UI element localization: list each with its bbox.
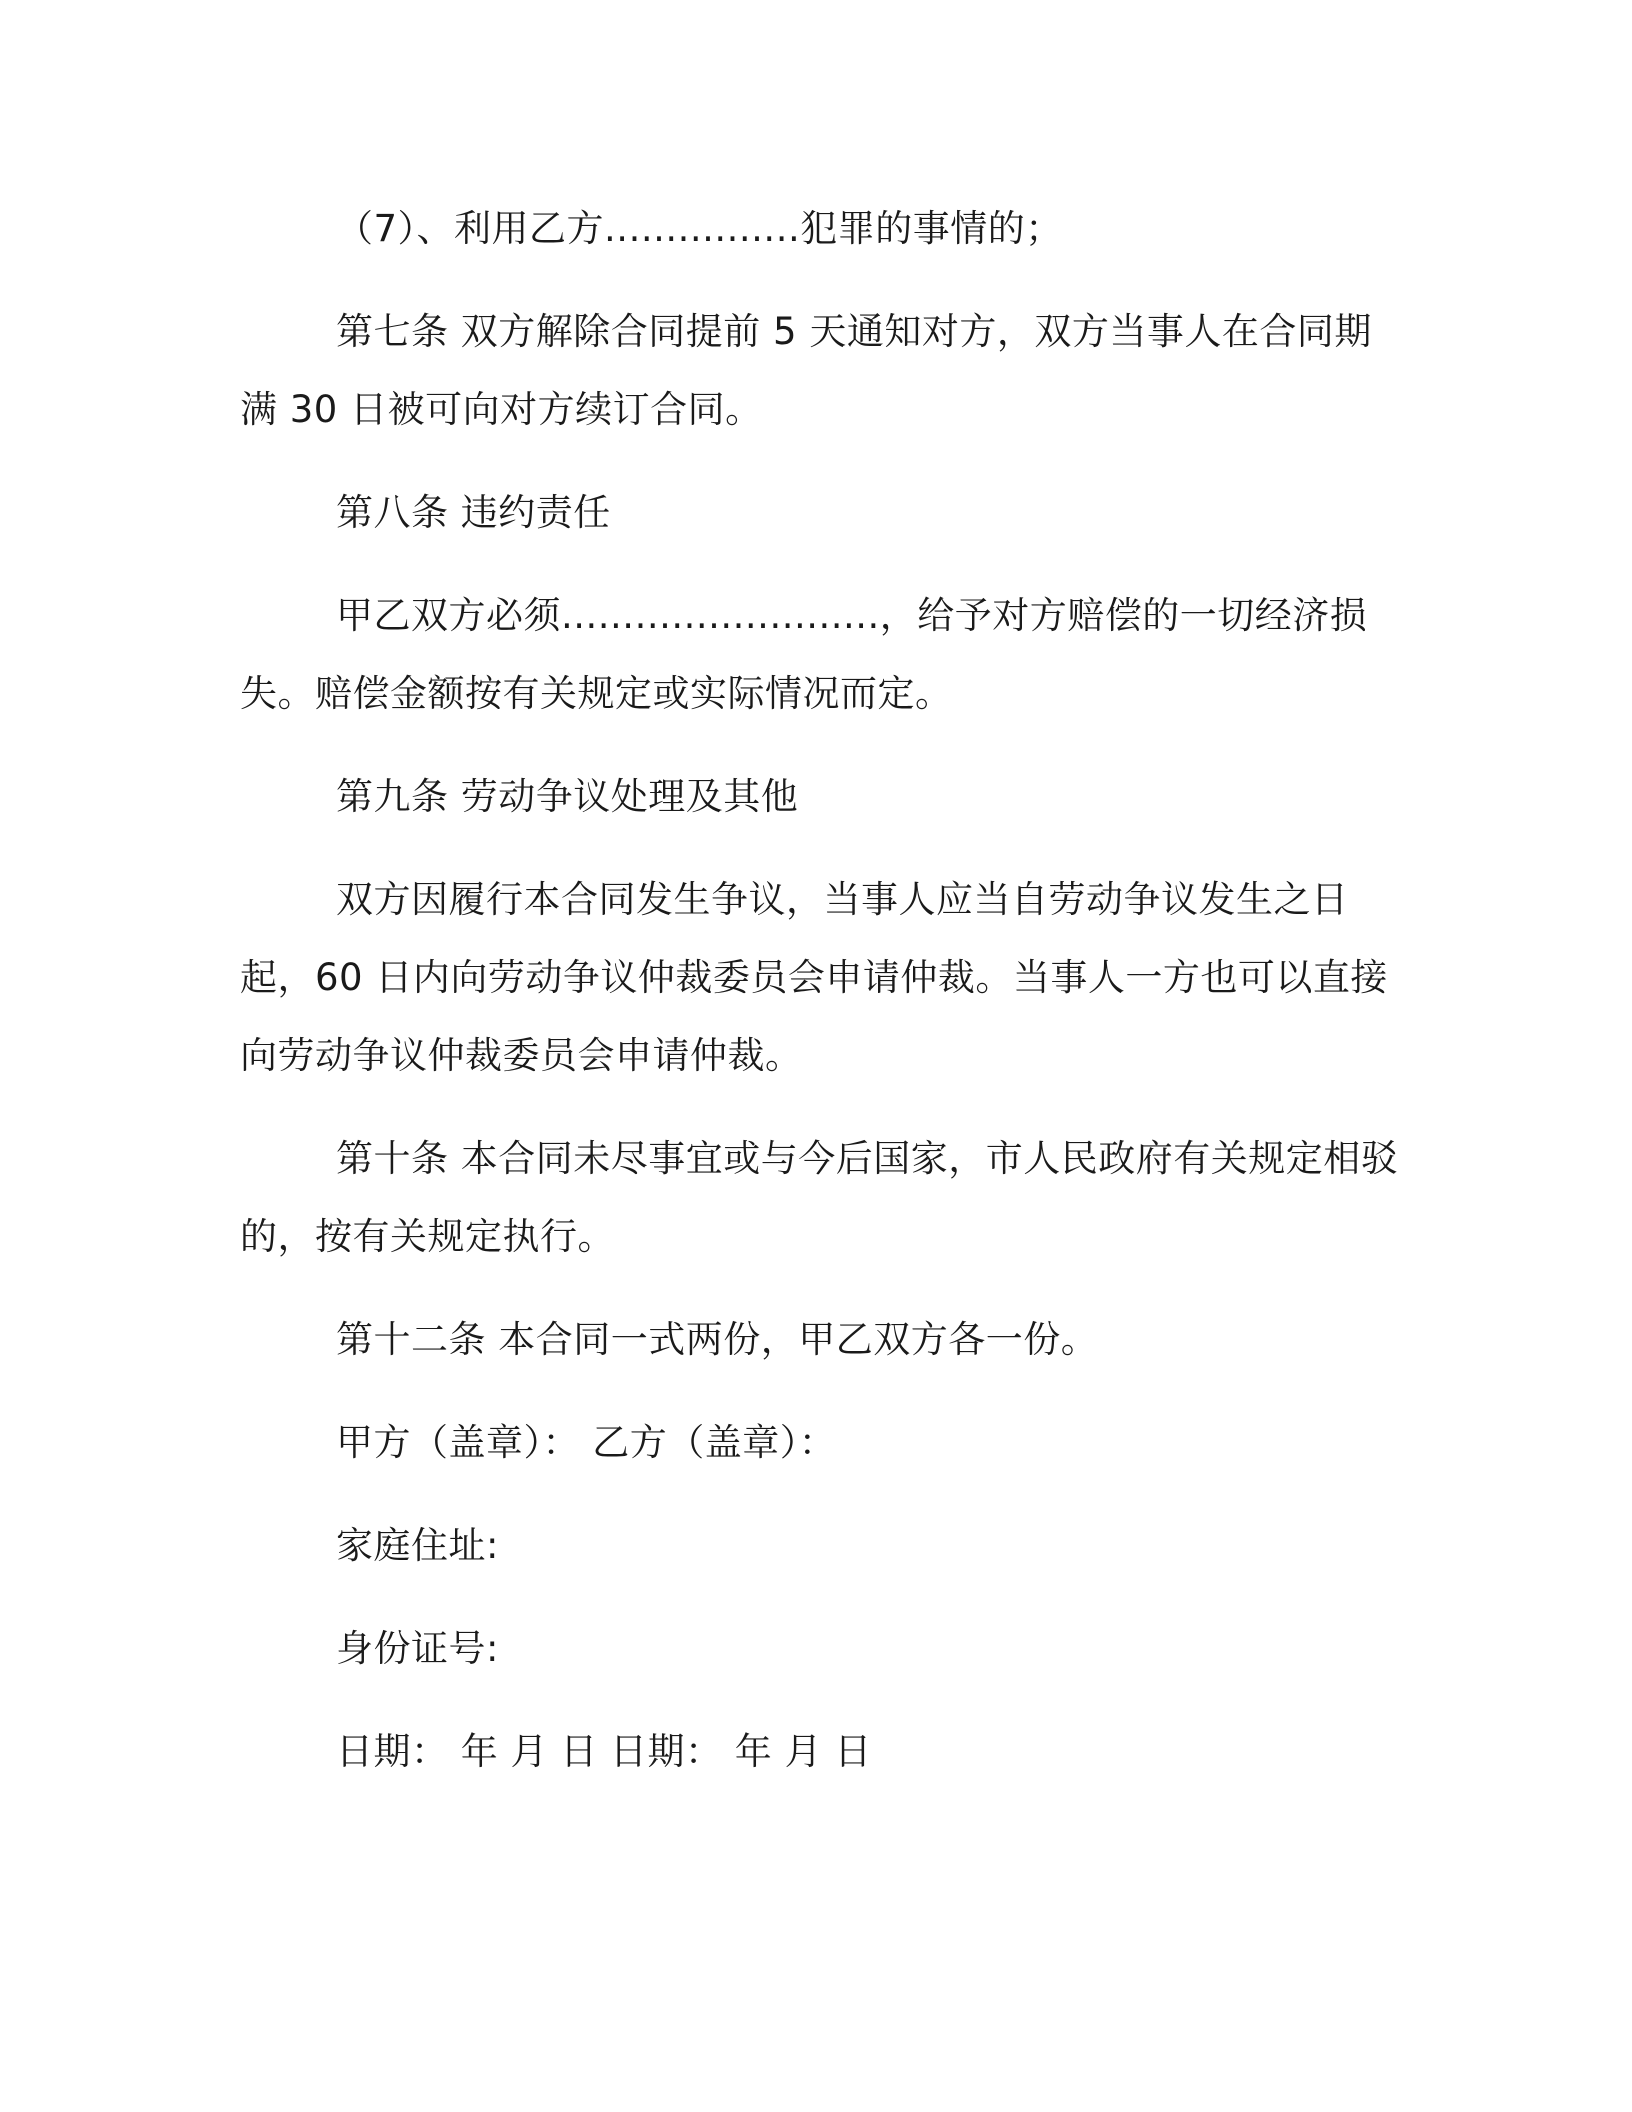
id-number-line: 身份证号: (336, 1627, 499, 1670)
article-8-heading: 第八条 违约责任 (336, 491, 611, 534)
article-10-text: 第十条 本合同未尽事宜或与今后国家，市人民政府有关规定相驳的，按有关规定执行。 (240, 1137, 1399, 1258)
home-address-line: 家庭住址: (336, 1524, 499, 1567)
article-9-dispute-text: 双方因履行本合同发生争议，当事人应当自劳动争议发生之日起，60 日内向劳动争议仲裁委员会申请仲裁。当事人一方也可以直接向劳动争议仲裁委员会申请仲裁。 (240, 878, 1388, 1077)
article-7-termination-notice: 第七条 双方解除合同提前 5 天通知对方，双方当事人在合同期满 30 日被可向对方续订合同。 (240, 310, 1372, 431)
document-body (240, 190, 1400, 1816)
date-line: 日期： 年 月 日 日期： 年 月 日 (336, 1730, 872, 1773)
signature-seal-line: 甲方（盖章）： 乙方（盖章）： (336, 1421, 837, 1464)
article-9-heading: 第九条 劳动争议处理及其他 (336, 775, 799, 818)
clause-7-item-7: （7）、利用乙方................犯罪的事情的； (336, 207, 1063, 250)
article-8-liability-text: 甲乙双方必须..........................，给予对方赔偿的一切经济损失。赔偿金额按有关规定或实际情况而定。 (240, 594, 1368, 715)
article-12-text: 第十二条 本合同一式两份，甲乙双方各一份。 (336, 1318, 1099, 1361)
